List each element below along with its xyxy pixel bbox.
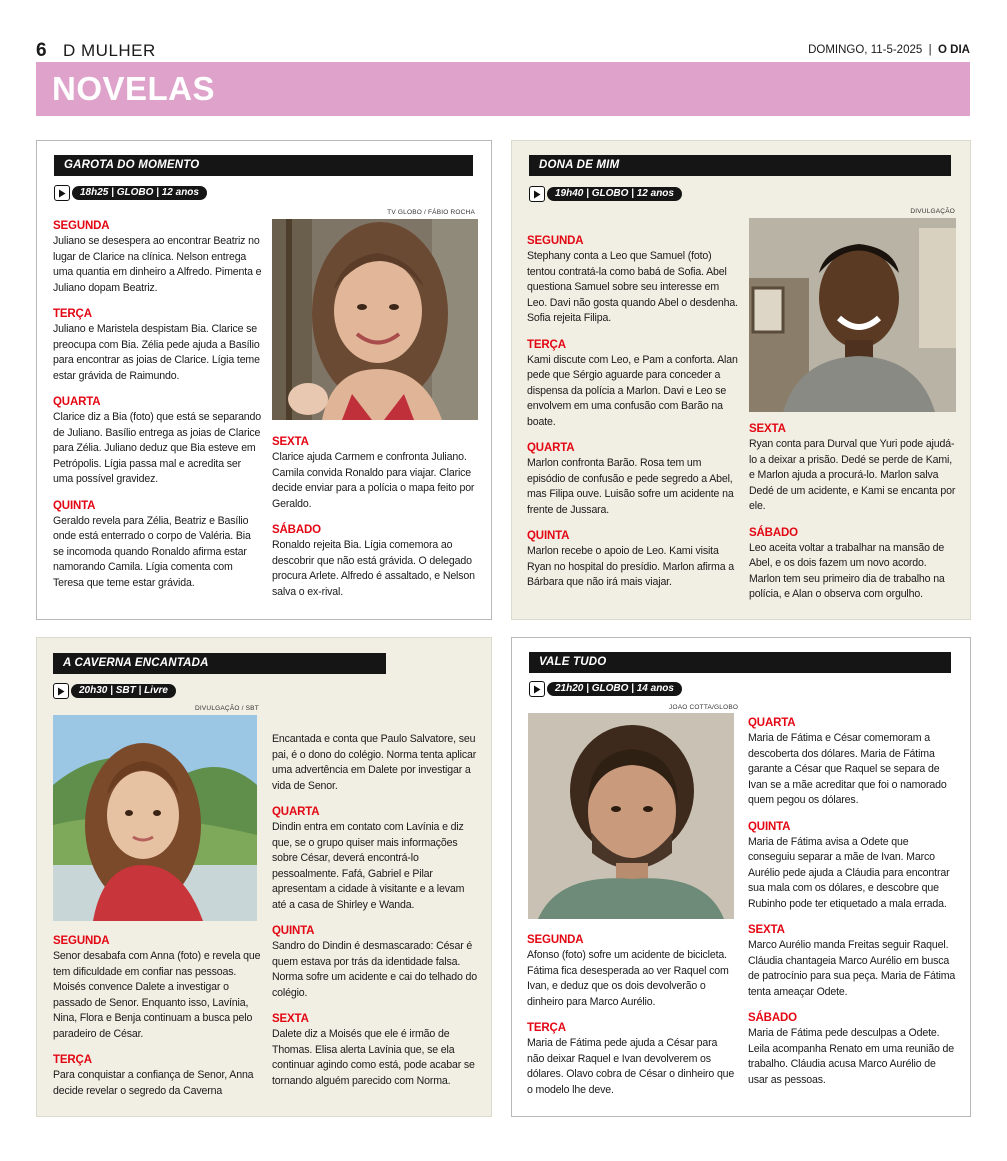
vale-terca	[527, 1021, 735, 1098]
synopsis: Maria de Fátima pede ajuda a César para não deixar Raquel e Ivan devolverem os dólares. Olavo cobra de César o dinheiro que o modelo lhe deve.	[527, 1037, 735, 1096]
caverna-quinta	[272, 924, 481, 1001]
play-icon	[54, 185, 70, 201]
synopsis: Juliano se desespera ao encontrar Beatriz no lugar de Clarice na clínica. Nelson entrega uma quantia em dinheiro a Alfredo. Pimenta e Juliano dopam Beatriz.	[53, 235, 262, 294]
dona-info	[529, 186, 682, 202]
caverna-title: A CAVERNA ENCANTADA	[53, 653, 386, 674]
day-label: QUARTA	[527, 442, 575, 454]
synopsis: Kami discute com Leo, e Pam a conforta. Alan pede que Sérgio aguarde para conceder a dispensa da polícia a Marlon. Davi e Leo se envolvem em uma confusão com Barão na boate.	[527, 353, 738, 428]
day-label: QUARTA	[272, 806, 320, 818]
garota-col-left	[53, 219, 263, 591]
vale-photo	[528, 713, 734, 919]
caverna-info	[53, 683, 176, 699]
day-label: SEXTA	[749, 423, 786, 435]
dona-sexta	[749, 422, 957, 515]
synopsis: Juliano e Maristela despistam Bia. Clarice se preocupa com Bia. Zélia pede ajuda a Basílio para encontrar as joias de Clarice. Lígia teme estar grávida de Raimundo.	[53, 323, 260, 382]
day-label: SEXTA	[272, 436, 309, 448]
day-label: QUINTA	[272, 925, 315, 937]
garota-col-right	[272, 435, 478, 600]
synopsis: Ronaldo rejeita Bia. Lígia comemora ao descobrir que não está grávida. O delegado procura Arlete. Alfredo é assaltado, e Nelson salva o ex-rival.	[272, 539, 475, 598]
day-label: SEXTA	[748, 924, 785, 936]
synopsis: Sandro do Dindin é desmascarado: César é quem estava por trás da identidade falsa. Norma sofre um acidente e cai do telhado do colégio.	[272, 940, 477, 999]
synopsis: Dalete diz a Moisés que ele é irmão de Thomas. Elisa alerta Lavínia que, se ela continuar agindo como está, pode acabar se tornando alguém parecido com Norma.	[272, 1028, 475, 1087]
dona-title: DONA DE MIM	[529, 155, 951, 176]
synopsis: Stephany conta a Leo que Samuel (foto) tentou contratá-la como babá de Sofia. Abel questiona Samuel sobre seu interesse em Leo. Davi não gosta quando Abel o desdenha. Sofia rejeita Filipa.	[527, 250, 738, 324]
day-label: SEXTA	[272, 1013, 309, 1025]
dona-quinta	[527, 529, 740, 591]
garota-schedule: 18h25 | GLOBO | 12 anos	[72, 186, 207, 200]
dona-photo	[749, 218, 956, 412]
synopsis: Ryan conta para Durval que Yuri pode ajudá-lo a deixar a prisão. Dedé se perde de Kami, e Marlon ajuda a procurá-lo. Marlon salva Dedé de um acidente, e Kami se encanta por ele.	[749, 438, 956, 512]
photo-credit: JOAO COTTA/GLOBO	[669, 704, 739, 711]
garota-quarta	[53, 395, 263, 488]
vale-segunda	[527, 933, 735, 1010]
vale-info	[529, 681, 682, 697]
synopsis: Maria de Fátima e César comemoram a descoberta dos dólares. Maria de Fátima garante a César que Raquel se separa de Ivan se a mãe acreditar que foi o namorado quem pegou os dólares.	[748, 732, 947, 806]
garota-sabado	[272, 523, 478, 600]
day-label: SÁBADO	[749, 526, 798, 539]
caverna-terca	[53, 1053, 263, 1099]
vale-box	[511, 637, 971, 1117]
dona-segunda	[527, 234, 740, 327]
banner-title: NOVELAS	[52, 70, 216, 107]
photo-credit: DIVULGAÇÃO / SBT	[195, 705, 259, 712]
garota-terca	[53, 307, 263, 384]
caverna-quarta	[272, 805, 481, 913]
play-icon	[529, 681, 545, 697]
day-label: TERÇA	[527, 1022, 566, 1034]
day-label: SEGUNDA	[527, 235, 584, 247]
garota-title: GAROTA DO MOMENTO	[54, 155, 473, 176]
vale-sexta	[748, 923, 957, 1000]
caverna-sexta	[272, 1012, 481, 1089]
day-label: QUINTA	[748, 820, 791, 833]
synopsis: Marlon confronta Barão. Rosa tem um episódio de confusão e pede segredo a Abel, mas Filipa ouve. Luisão sofre um acidente na frente de Jussara.	[527, 457, 734, 516]
vale-schedule: 21h20 | GLOBO | 14 anos	[547, 682, 682, 696]
caverna-schedule: 20h30 | SBT | Livre	[71, 684, 176, 698]
vale-col-left	[527, 933, 735, 1098]
vale-quarta	[748, 716, 957, 809]
synopsis: Maria de Fátima pede desculpas a Odete. Leila acompanha Renato em uma reunião de trabalho. Cláudia acusa Marco Aurélio de usar as pessoas.	[748, 1027, 955, 1086]
photo-credit: DIVULGAÇÃO	[910, 208, 955, 215]
synopsis: Leo aceita voltar a trabalhar na mansão de Abel, e os dois fazem um novo acordo. Marlon tem seu primeiro dia de trabalho na polícia, e Alan o observa com orgulho.	[749, 541, 945, 600]
garota-photo	[272, 219, 478, 420]
section-name: D MULHER	[63, 41, 156, 60]
dona-sabado	[749, 526, 957, 603]
day-label: SEGUNDA	[53, 220, 110, 232]
photo-credit: TV GLOBO / FÁBIO ROCHA	[387, 209, 475, 216]
caverna-segunda	[53, 934, 263, 1042]
dona-col-left	[527, 234, 740, 591]
day-label: QUARTA	[53, 396, 101, 408]
day-label: SEGUNDA	[53, 935, 110, 947]
day-label: SÁBADO	[748, 1012, 797, 1024]
dona-quarta	[527, 441, 740, 518]
date: DOMINGO, 11-5-2025	[808, 44, 923, 56]
day-label: QUARTA	[748, 717, 796, 729]
play-icon	[53, 683, 69, 699]
paper-name: O DIA	[938, 44, 970, 56]
synopsis: Afonso (foto) sofre um acidente de bicicleta. Fátima fica desesperada ao ver Raquel com Ivan, e deduz que os dois devolverão o dinheiro para Marco Aurélio.	[527, 949, 729, 1008]
day-label: SÁBADO	[272, 524, 321, 536]
synopsis: Clarice diz a Bia (foto) que está se separando de Juliano. Basílio entrega as joias de Clarice para Zélia. Juliano deduz que Bia esteve em Petrópolis. Lígia passa mal e acredita ser uma possível gravidez.	[53, 411, 262, 485]
synopsis: Marco Aurélio manda Freitas seguir Raquel. Cláudia chantageia Marco Aurélio em busca de patrocínio para sua peça. Maria de Fátima tenta ameaçar Odete.	[748, 939, 956, 998]
synopsis: Clarice ajuda Carmem e confronta Juliano. Camila convida Ronaldo para viajar. Clarice decide enviar para a polícia o mapa feito por Geraldo.	[272, 451, 475, 510]
dateline	[808, 44, 970, 56]
day-label: TERÇA	[527, 338, 566, 351]
day-label: QUINTA	[53, 499, 96, 512]
vale-quinta	[748, 820, 957, 913]
dona-schedule: 19h40 | GLOBO | 12 anos	[547, 187, 682, 201]
synopsis: Para conquistar a confiança de Senor, Anna decide revelar o segredo da Caverna	[53, 1069, 254, 1097]
day-label: TERÇA	[53, 308, 92, 320]
caverna-photo	[53, 715, 257, 921]
day-label: TERÇA	[53, 1054, 92, 1066]
page-header	[36, 38, 970, 62]
vale-col-right	[748, 716, 957, 1088]
day-label: SEGUNDA	[527, 934, 584, 946]
page-number: 6	[36, 40, 47, 61]
synopsis: Maria de Fátima avisa a Odete que conseguiu separar a mãe de Ivan. Marco Aurélio pede ajuda a Cláudia para encontrar sua mala com os dólares, e descobre que Rubinho pode ter etiquetado a mala errada.	[748, 835, 950, 910]
synopsis: Senor desabafa com Anna (foto) e revela que tem dificuldade em confiar nas pessoas. Moisés convence Dalete a investigar o passado de Senor. Enquanto isso, Lavínia, Nina, Flora e Benja continuam a busca pelo paradeiro de César.	[53, 950, 261, 1040]
section-banner	[36, 62, 970, 116]
caverna-col-right	[272, 732, 481, 1089]
dona-terca	[527, 338, 740, 431]
garota-quinta	[53, 499, 263, 592]
synopsis: Marlon recebe o apoio de Leo. Kami visita Ryan no hospital do presídio. Marlon afirma a Bárbara que não irá mais viajar.	[527, 545, 735, 588]
dona-col-right	[749, 422, 957, 603]
play-icon	[529, 186, 545, 202]
separator: |	[928, 44, 932, 56]
garota-sexta	[272, 435, 478, 512]
garota-box	[36, 140, 492, 620]
synopsis: Dindin entra em contato com Lavínia e diz que, se o grupo quiser mais informações sobre César, deverá encontrá-lo pessoalmente. Fafá, Gabriel e Pilar apresentam a cidade à visitante e a levam até a casa de Shirley e Wanda.	[272, 821, 465, 911]
vale-title: VALE TUDO	[529, 652, 951, 673]
caverna-box	[36, 637, 492, 1117]
caverna-terca-cont: Encantada e conta que Paulo Salvatore, seu pai, é o dono do colégio. Norma tenta aplicar uma advertência em Dalete por investigar a vida de Senor.	[272, 733, 477, 792]
caverna-col-left	[53, 934, 263, 1099]
synopsis: Geraldo revela para Zélia, Beatriz e Basílio onde está enterrado o corpo de Valéria. Bia se incomoda quando Ronaldo afirma estar namorando Camila. Lígia comenta com Teresa que teme estar grávida.	[53, 514, 251, 589]
vale-sabado	[748, 1011, 957, 1088]
garota-segunda	[53, 219, 263, 296]
garota-info	[54, 185, 207, 201]
dona-box	[511, 140, 971, 620]
day-label: QUINTA	[527, 530, 570, 542]
